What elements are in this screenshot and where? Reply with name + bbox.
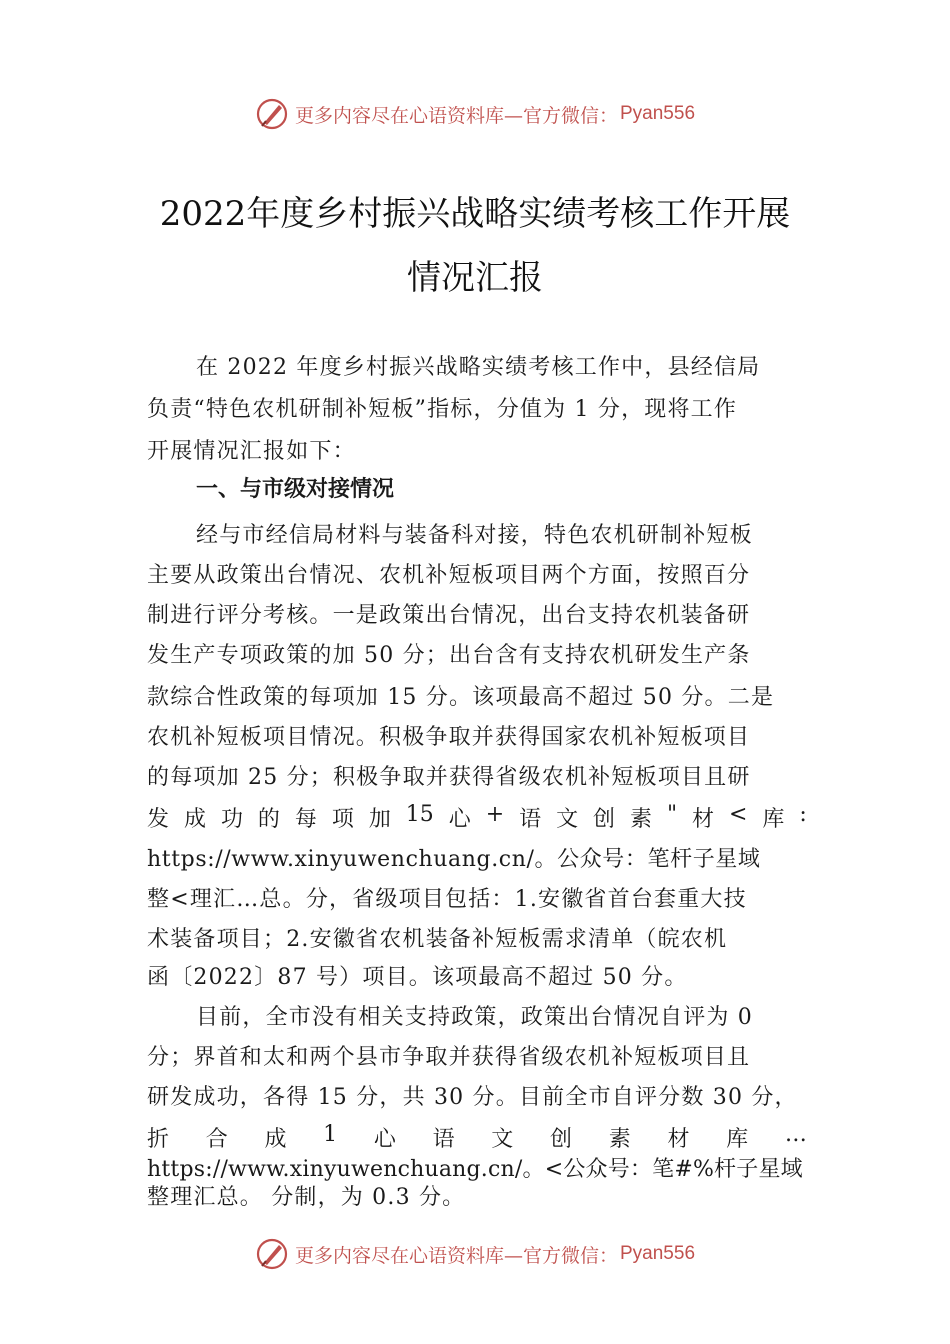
- para1-spaced-char: 的: [257, 807, 280, 832]
- para1-spaced-char: 材: [692, 807, 715, 832]
- document-title-line-2: 情况汇报: [407, 258, 543, 298]
- para1-spaced-char: :: [799, 802, 807, 827]
- para1-spaced-char: 心: [448, 807, 471, 832]
- para1-line-10: 整<理汇…总。分，省级项目包括：1.安徽省首台套重大技: [147, 887, 747, 912]
- para1-line-2: 主要从政策出台情况、农机补短板项目两个方面，按照百分: [147, 563, 751, 588]
- quill-pen-logo-icon: [255, 97, 289, 131]
- para1-spaced-char: 文: [556, 807, 579, 832]
- para1-spaced-char: 成: [183, 807, 206, 832]
- para2-spaced-char: 折: [147, 1127, 170, 1152]
- para1-spaced-char: <: [729, 802, 748, 827]
- quill-pen-logo-icon: [255, 1237, 289, 1271]
- para2-spaced-char: 合: [205, 1127, 228, 1152]
- watermark-wechat-id: Pyan556: [620, 1243, 696, 1264]
- watermark-banner-bottom: [0, 1234, 950, 1274]
- para1-spaced-char: 功: [220, 807, 243, 832]
- para2-line-1: 目前，全市没有相关支持政策，政策出台情况自评为 0: [196, 1005, 753, 1030]
- para1-line-12: 函〔2022〕87 号）项目。该项最高不超过 50 分。: [147, 965, 688, 990]
- para1-line-4: 发生产专项政策的加 50 分；出台含有支持农机研发生产条: [147, 643, 751, 668]
- para1-line-6: 农机补短板项目情况。积极争取并获得国家农机补短板项目: [147, 725, 751, 750]
- para1-spaced-char: +: [485, 802, 505, 827]
- para1-spaced-char: 创: [593, 807, 616, 832]
- para1-line-5: 款综合性政策的每项加 15 分。该项最高不超过 50 分。二是: [147, 685, 775, 710]
- para1-spaced-char: ": [666, 802, 678, 827]
- para2-line-2: 分；界首和太和两个县市争取并获得省级农机补短板项目且: [147, 1045, 751, 1070]
- watermark-text: 更多内容尽在心语资料库—官方微信：: [294, 1244, 618, 1267]
- para1-line-11: 术装备项目；2.安徽省农机装备补短板需求清单（皖农机: [147, 927, 728, 952]
- section-heading: 一、与市级对接情况: [196, 477, 395, 502]
- para2-spaced-char: 语: [432, 1127, 455, 1152]
- para2-spaced-char: 素: [608, 1127, 631, 1152]
- para2-spaced-char: 库: [726, 1127, 749, 1152]
- para1-line-9: https://www.xinyuwenchuang.cn/。公众号：笔杆子星域: [147, 847, 761, 872]
- para1-spaced-char: 15: [405, 802, 434, 827]
- para1-spaced-char: 加: [368, 807, 391, 832]
- intro-line-1: 在 2022 年度乡村振兴战略实绩考核工作中，县经信局: [196, 355, 761, 380]
- para1-spaced-line: [147, 802, 807, 833]
- para1-spaced-char: 语: [519, 807, 542, 832]
- watermark-banner-top: [0, 94, 950, 134]
- para1-spaced-char: 发: [147, 807, 170, 832]
- para2-line-3: 研发成功，各得 15 分，共 30 分。目前全市自评分数 30 分，: [147, 1085, 798, 1110]
- intro-line-3: 开展情况汇报如下：: [147, 439, 356, 464]
- watermark-wechat-id: Pyan556: [620, 103, 696, 124]
- para1-line-1: 经与市经信局材料与装备科对接，特色农机研制补短板: [196, 523, 753, 548]
- para2-line-6: 整理汇总。 分制，为 0.3 分。: [147, 1185, 466, 1210]
- para2-spaced-char: 心: [373, 1127, 396, 1152]
- para2-spaced-char: 创: [550, 1127, 573, 1152]
- para1-spaced-char: 素: [630, 807, 653, 832]
- para2-spaced-char: 材: [667, 1127, 690, 1152]
- para2-spaced-char: 文: [491, 1127, 514, 1152]
- para2-spaced-char: 成: [264, 1127, 287, 1152]
- para1-line-7: 的每项加 25 分；积极争取并获得省级农机补短板项目且研: [147, 765, 751, 790]
- para1-line-3: 制进行评分考核。一是政策出台情况，出台支持农机装备研: [147, 603, 751, 628]
- intro-line-2: 负责“特色农机研制补短板”指标，分值为 1 分，现将工作: [147, 397, 738, 422]
- para1-spaced-char: 项: [331, 807, 354, 832]
- document-title-line-1: 2022年度乡村振兴战略实绩考核工作开展: [159, 194, 791, 234]
- para2-spaced-line: [147, 1122, 807, 1153]
- para1-spaced-char: 每: [294, 807, 317, 832]
- para2-spaced-char: …: [784, 1122, 807, 1147]
- watermark-text: 更多内容尽在心语资料库—官方微信：: [294, 104, 618, 127]
- para1-spaced-char: 库: [762, 807, 785, 832]
- para2-spaced-char: 1: [323, 1122, 338, 1147]
- para2-line-5: https://www.xinyuwenchuang.cn/。<公众号：笔#%杆子星域: [147, 1157, 803, 1182]
